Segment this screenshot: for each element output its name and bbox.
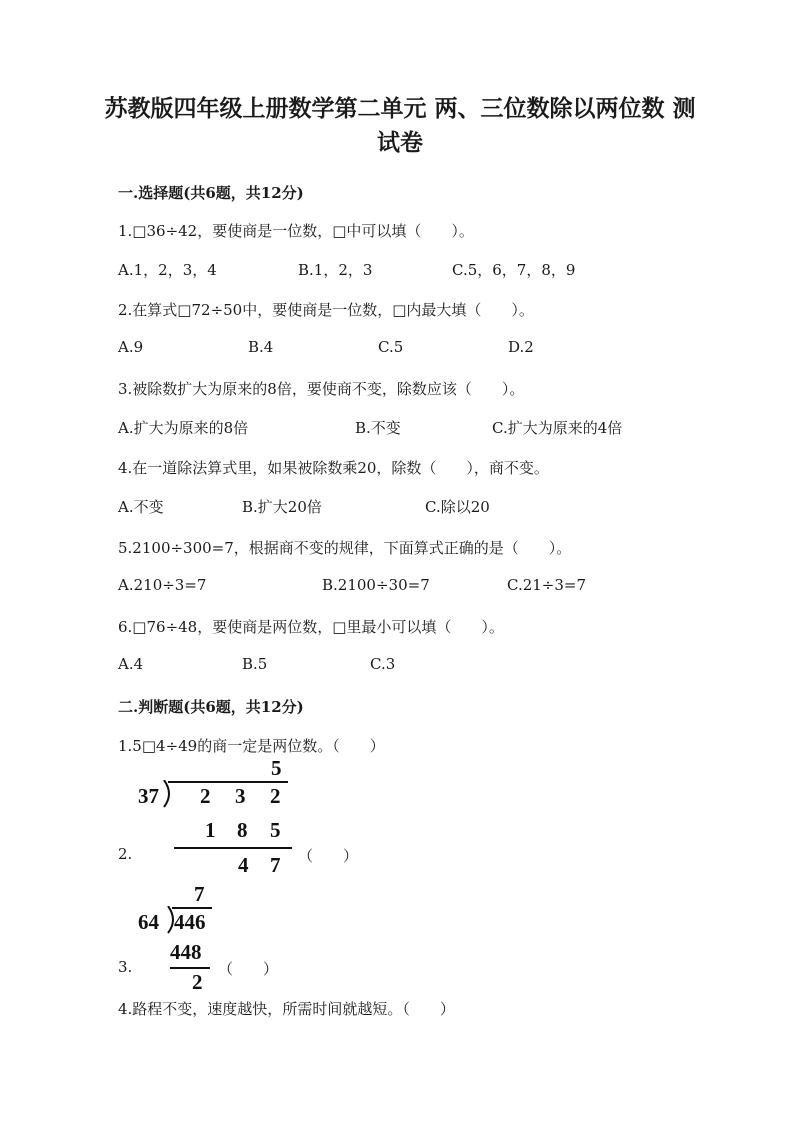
divisor: 64 bbox=[138, 910, 159, 934]
option: C.3 bbox=[370, 655, 396, 673]
judge-question-1: 1.5□4÷49的商一定是两位数。（ ） bbox=[118, 737, 385, 755]
product-digit: 1 bbox=[205, 818, 216, 842]
product-digit: 5 bbox=[270, 818, 281, 842]
option: A.1，2，3，4 bbox=[118, 261, 217, 279]
option: B.2100÷30=7 bbox=[322, 576, 430, 594]
question-3: 3.被除数扩大为原来的8倍，要使商不变，除数应该（ ）。 bbox=[118, 380, 525, 398]
option: A.不变 bbox=[118, 498, 164, 516]
dividend-digit: 2 bbox=[270, 784, 281, 808]
option: B.4 bbox=[248, 338, 274, 356]
section-heading-choice: 一.选择题(共6题，共12分) bbox=[118, 184, 304, 202]
remainder-digit: 4 bbox=[238, 853, 249, 877]
judge-question-2-paren: （ ） bbox=[298, 847, 359, 865]
division-bar bbox=[168, 781, 288, 783]
option: C.21÷3=7 bbox=[507, 576, 587, 594]
option: B.1，2，3 bbox=[298, 261, 373, 279]
question-5: 5.2100÷300=7，根据商不变的规律，下面算式正确的是（ ）。 bbox=[118, 539, 572, 557]
question-6: 6.□76÷48，要使商是两位数，□里最小可以填（ ）。 bbox=[118, 618, 504, 636]
divisor: 37 bbox=[138, 784, 159, 808]
dividend-digit: 2 bbox=[200, 784, 211, 808]
option: D.2 bbox=[508, 338, 534, 356]
long-division-figure-1 bbox=[136, 756, 306, 886]
judge-question-4: 4.路程不变，速度越快，所需时间就越短。（ ） bbox=[118, 1000, 455, 1018]
dividend: 446 bbox=[174, 910, 206, 934]
page-title: 苏教版四年级上册数学第二单元 两、三位数除以两位数 测试卷 bbox=[104, 95, 696, 156]
option: C.5，6，7，8，9 bbox=[452, 261, 576, 279]
section-heading-judge: 二.判断题(共6题，共12分) bbox=[118, 698, 304, 716]
question-1: 1.□36÷42，要使商是一位数，□中可以填（ ）。 bbox=[118, 222, 474, 240]
option: A.4 bbox=[118, 655, 144, 673]
quotient-digit: 5 bbox=[271, 756, 282, 780]
subtraction-line bbox=[170, 967, 210, 969]
dividend-digit: 3 bbox=[235, 784, 246, 808]
division-bracket bbox=[162, 780, 174, 808]
quotient-digit: 7 bbox=[194, 882, 205, 906]
remainder-digit: 7 bbox=[270, 853, 281, 877]
option: B.扩大20倍 bbox=[242, 498, 322, 516]
product-digit: 8 bbox=[237, 818, 248, 842]
option: C.除以20 bbox=[425, 498, 490, 516]
option: C.扩大为原来的4倍 bbox=[492, 419, 623, 437]
option: B.不变 bbox=[355, 419, 401, 437]
option: A.210÷3=7 bbox=[118, 576, 207, 594]
judge-question-3-number: 3. bbox=[118, 958, 133, 976]
subtraction-line bbox=[174, 847, 292, 849]
option: B.5 bbox=[242, 655, 268, 673]
division-bar bbox=[172, 907, 212, 909]
question-2: 2.在算式□72÷50中，要使商是一位数，□内最大填（ ）。 bbox=[118, 301, 534, 319]
option: A.扩大为原来的8倍 bbox=[118, 419, 249, 437]
long-division-figure-2 bbox=[136, 882, 226, 997]
option: C.5 bbox=[378, 338, 404, 356]
product: 448 bbox=[170, 940, 202, 964]
judge-question-2-number: 2. bbox=[118, 845, 133, 863]
question-4: 4.在一道除法算式里，如果被除数乘20，除数（ ），商不变。 bbox=[118, 459, 549, 477]
remainder: 2 bbox=[192, 970, 203, 994]
option: A.9 bbox=[118, 338, 144, 356]
judge-question-3-paren: （ ） bbox=[218, 960, 279, 978]
